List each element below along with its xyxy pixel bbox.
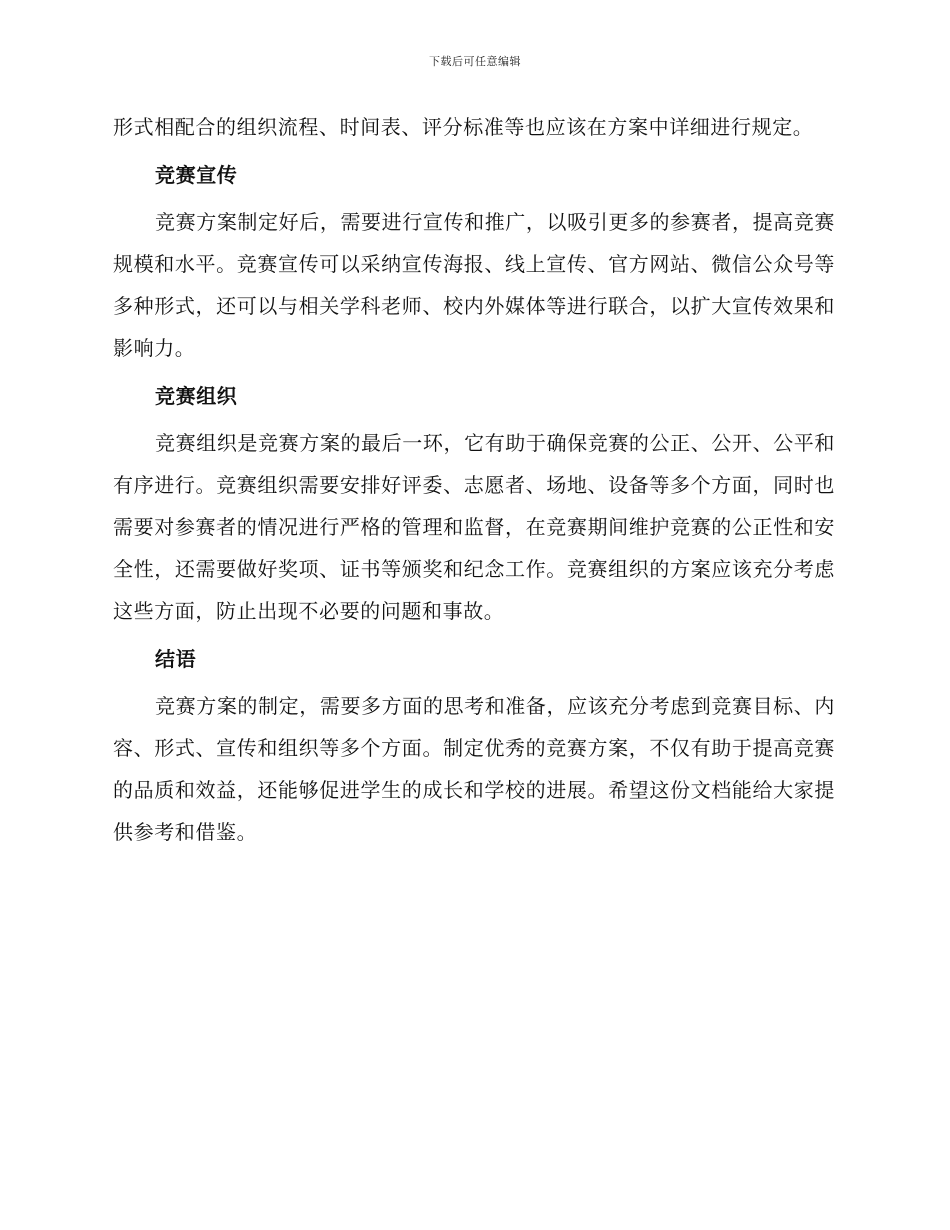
section-heading-organization: 竞赛组织: [155, 384, 238, 408]
section-body-organization: 竞赛组织是竞赛方案的最后一环，它有助于确保竞赛的公正、公开、公平和有序进行。竞赛组织需要安排好评委、志愿者、场地、设备等多个方面，同时也需要对参赛者的情况进行严格的管理和监督，在竞赛期间维护竞赛的公正性和安全性，还需要做好奖项、证书等颁奖和纪念工作。竞赛组织的方案应该充分考虑这些方面，防止出现不必要的问题和事故。: [113, 431, 835, 623]
document-body: [113, 106, 835, 853]
continuation-paragraph: 形式相配合的组织流程、时间表、评分标准等也应该在方案中详细进行规定。: [113, 115, 814, 139]
section-heading-conclusion: 结语: [155, 647, 197, 671]
section-body-conclusion: 竞赛方案的制定，需要多方面的思考和准备，应该充分考虑到竞赛目标、内容、形式、宣传和组织等多个方面。制定优秀的竞赛方案，不仅有助于提高竞赛的品质和效益，还能够促进学生的成长和学校的进展。希望这份文档能给大家提供参考和借鉴。: [113, 694, 835, 844]
section-heading-promotion: 竞赛宣传: [155, 163, 238, 187]
section-body-promotion: 竞赛方案制定好后，需要进行宣传和推广，以吸引更多的参赛者，提高竞赛规模和水平。竞赛宣传可以采纳宣传海报、线上宣传、官方网站、微信公众号等多种形式，还可以与相关学科老师、校内外媒体等进行联合，以扩大宣传效果和影响力。: [113, 210, 835, 360]
page-header: 下载后可任意编辑: [429, 55, 521, 68]
